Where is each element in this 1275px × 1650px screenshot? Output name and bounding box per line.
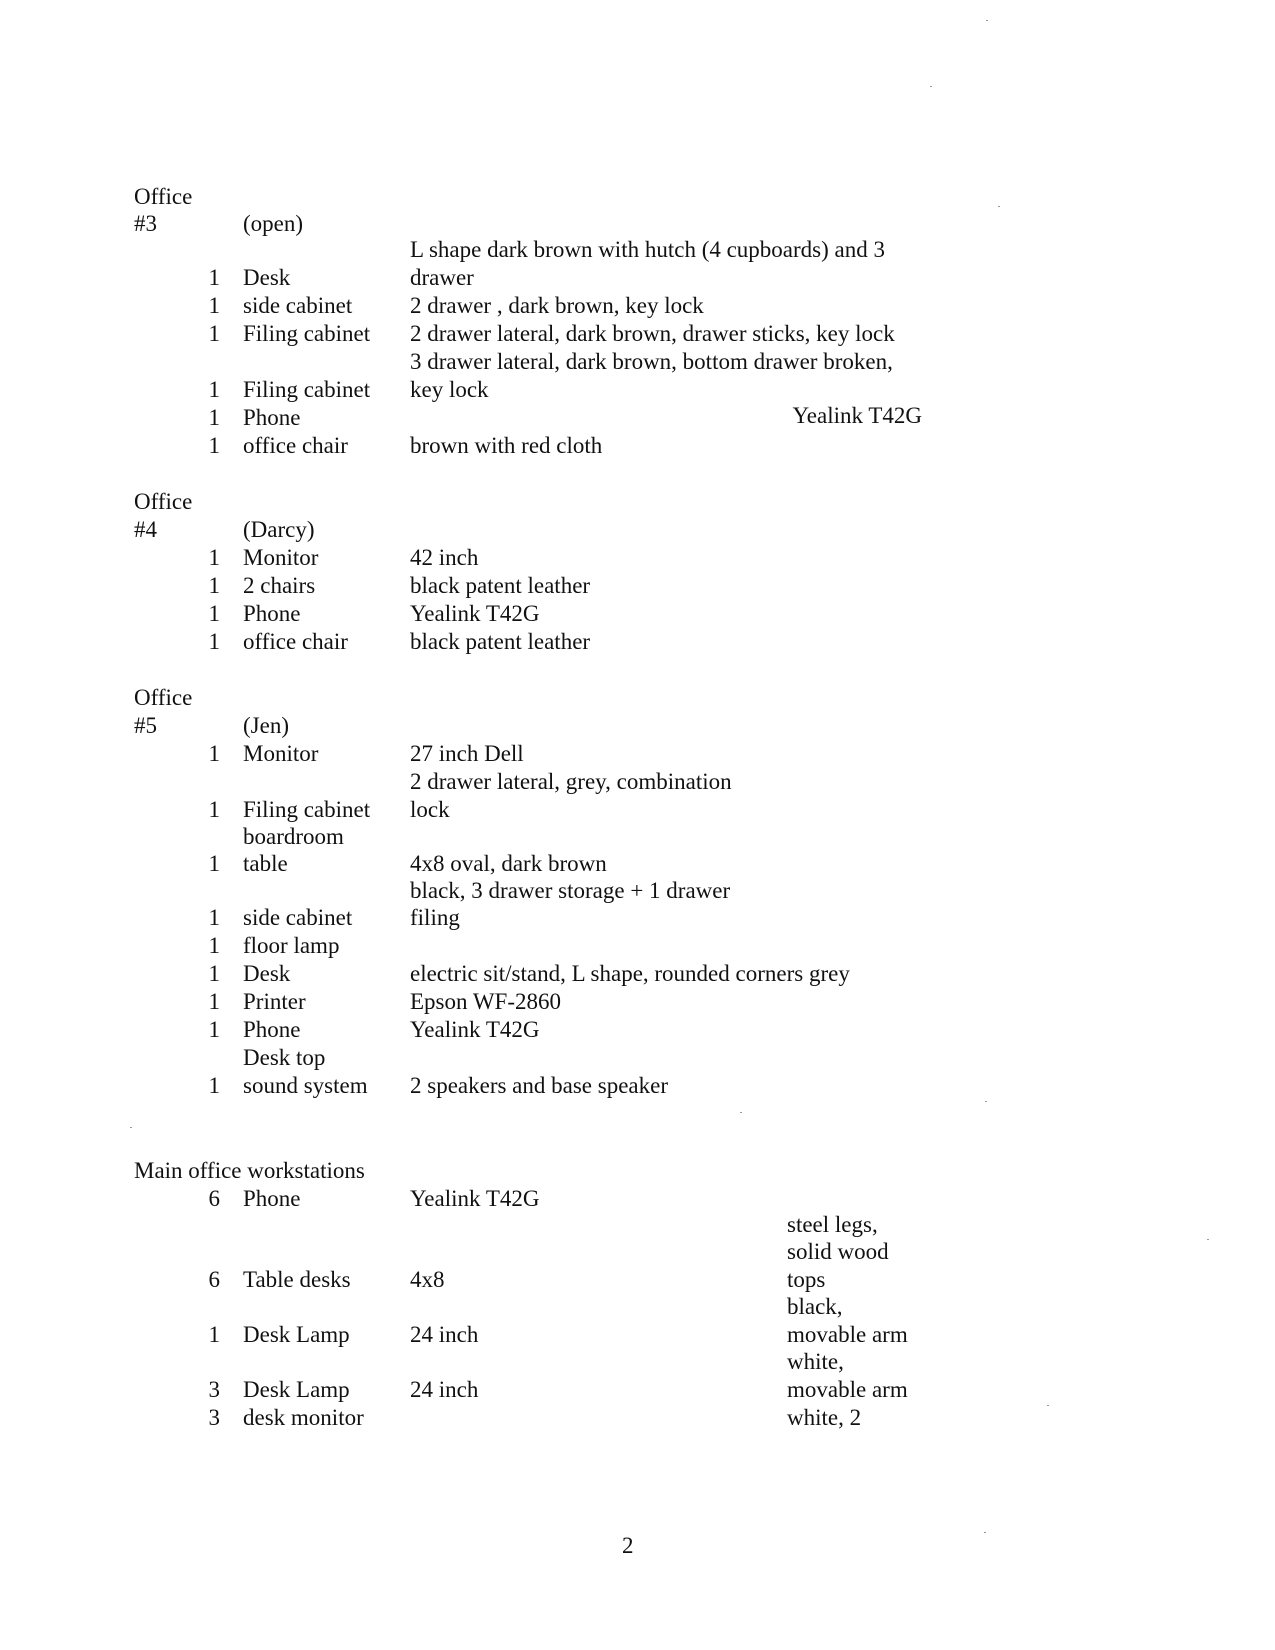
office5-boardroom-table-item-line1: boardroom bbox=[243, 824, 344, 849]
scan-speck bbox=[1047, 1405, 1049, 1406]
office5-filing-cabinet-desc-line1: 2 drawer lateral, grey, combination bbox=[410, 769, 732, 794]
office3-filing-cabinet-1-qty: 1 bbox=[208, 321, 220, 346]
office5-monitor-item: Monitor bbox=[243, 741, 319, 766]
office3-filing-cabinet-2-desc-line1: 3 drawer lateral, dark brown, bottom drawer broken, bbox=[410, 349, 893, 374]
office5-boardroom-table-item-line2: table bbox=[243, 851, 288, 876]
office4-office-chair-desc: black patent leather bbox=[410, 629, 591, 654]
office5-side-cabinet-desc-line1: black, 3 drawer storage + 1 drawer bbox=[410, 878, 731, 903]
office3-desk-qty: 1 bbox=[208, 265, 220, 290]
scan-speck bbox=[998, 206, 1000, 207]
office5-sound-system-desc: 2 speakers and base speaker bbox=[410, 1073, 668, 1098]
page-number: 2 bbox=[622, 1533, 634, 1558]
office4-heading-line2: #4 bbox=[134, 517, 157, 542]
office4-phone-desc: Yealink T42G bbox=[410, 601, 540, 626]
office5-boardroom-table-desc: 4x8 oval, dark brown bbox=[410, 851, 607, 876]
office5-phone-item: Phone bbox=[243, 1017, 301, 1042]
office5-sound-system-item-line2: sound system bbox=[243, 1073, 368, 1098]
office3-desk-desc-line1: L shape dark brown with hutch (4 cupboards) and 3 bbox=[410, 237, 885, 262]
office4-monitor-qty: 1 bbox=[208, 545, 220, 570]
office5-monitor-desc: 27 inch Dell bbox=[410, 741, 524, 766]
office5-filing-cabinet-item: Filing cabinet bbox=[243, 797, 371, 822]
office5-side-cabinet-desc-line2: filing bbox=[410, 905, 460, 930]
office5-monitor-qty: 1 bbox=[208, 741, 220, 766]
main-phone-qty: 6 bbox=[208, 1186, 220, 1211]
office3-desk-desc-line2: drawer bbox=[410, 265, 474, 290]
main-desk-lamp-white-note-line2: movable arm bbox=[787, 1377, 908, 1402]
office3-occupant: (open) bbox=[243, 211, 304, 236]
office5-printer-desc: Epson WF-2860 bbox=[410, 989, 561, 1014]
office3-heading-line1: Office bbox=[134, 184, 193, 209]
office3-filing-cabinet-2-desc-line2: key lock bbox=[410, 377, 489, 402]
office4-occupant: (Darcy) bbox=[243, 517, 315, 542]
main-phone-item: Phone bbox=[243, 1186, 301, 1211]
scan-speck bbox=[1207, 1239, 1209, 1240]
office3-filing-cabinet-1-item: Filing cabinet bbox=[243, 321, 371, 346]
main-desk-lamp-black-desc: 24 inch bbox=[410, 1322, 479, 1347]
main-desk-lamp-white-item: Desk Lamp bbox=[243, 1377, 350, 1402]
office5-desk-desc: electric sit/stand, L shape, rounded corners grey bbox=[410, 961, 850, 986]
office4-phone-qty: 1 bbox=[208, 601, 220, 626]
main-phone-desc: Yealink T42G bbox=[410, 1186, 540, 1211]
office5-filing-cabinet-desc-line2: lock bbox=[410, 797, 450, 822]
office3-phone-desc: Yealink T42G bbox=[792, 403, 922, 428]
office5-printer-qty: 1 bbox=[208, 989, 220, 1014]
scan-speck bbox=[986, 20, 988, 21]
office3-office-chair-qty: 1 bbox=[208, 433, 220, 458]
main-desk-lamp-white-desc: 24 inch bbox=[410, 1377, 479, 1402]
main-table-desks-note-line2: solid wood bbox=[787, 1239, 889, 1264]
office5-side-cabinet-item: side cabinet bbox=[243, 905, 353, 930]
office4-chairs-qty: 1 bbox=[208, 573, 220, 598]
office5-floor-lamp-qty: 1 bbox=[208, 933, 220, 958]
office5-occupant: (Jen) bbox=[243, 713, 289, 738]
office3-office-chair-item: office chair bbox=[243, 433, 348, 458]
office4-phone-item: Phone bbox=[243, 601, 301, 626]
office5-desk-qty: 1 bbox=[208, 961, 220, 986]
main-desk-lamp-black-note-line1: black, bbox=[787, 1294, 843, 1319]
main-table-desks-note-line3: tops bbox=[787, 1267, 826, 1292]
office3-side-cabinet-desc: 2 drawer , dark brown, key lock bbox=[410, 293, 704, 318]
office5-printer-item: Printer bbox=[243, 989, 306, 1014]
scan-speck bbox=[130, 1127, 132, 1128]
main-table-desks-item: Table desks bbox=[243, 1267, 351, 1292]
office5-sound-system-item-line1: Desk top bbox=[243, 1045, 326, 1070]
office3-heading-line2: #3 bbox=[134, 211, 157, 236]
office5-boardroom-table-qty: 1 bbox=[208, 851, 220, 876]
office5-heading-line2: #5 bbox=[134, 713, 157, 738]
main-table-desks-desc: 4x8 bbox=[410, 1267, 445, 1292]
scan-speck bbox=[930, 86, 932, 87]
main-desk-monitor-item: desk monitor bbox=[243, 1405, 364, 1430]
main-desk-lamp-white-qty: 3 bbox=[208, 1377, 220, 1402]
main-desk-monitor-qty: 3 bbox=[208, 1405, 220, 1430]
main-desk-lamp-black-item: Desk Lamp bbox=[243, 1322, 350, 1347]
office3-filing-cabinet-2-qty: 1 bbox=[208, 377, 220, 402]
office3-desk-item: Desk bbox=[243, 265, 291, 290]
main-desk-monitor-note: white, 2 bbox=[787, 1405, 862, 1430]
office5-filing-cabinet-qty: 1 bbox=[208, 797, 220, 822]
main-desk-lamp-white-note-line1: white, bbox=[787, 1349, 844, 1374]
office4-heading-line1: Office bbox=[134, 489, 193, 514]
office5-phone-desc: Yealink T42G bbox=[410, 1017, 540, 1042]
office3-filing-cabinet-2-item: Filing cabinet bbox=[243, 377, 371, 402]
office3-filing-cabinet-1-desc: 2 drawer lateral, dark brown, drawer sticks, key lock bbox=[410, 321, 895, 346]
main-desk-lamp-black-note-line2: movable arm bbox=[787, 1322, 908, 1347]
office5-sound-system-qty: 1 bbox=[208, 1073, 220, 1098]
main-office-heading: Main office workstations bbox=[134, 1158, 365, 1183]
office4-office-chair-qty: 1 bbox=[208, 629, 220, 654]
office3-office-chair-desc: brown with red cloth bbox=[410, 433, 603, 458]
office5-floor-lamp-item: floor lamp bbox=[243, 933, 340, 958]
scan-speck bbox=[985, 1101, 987, 1102]
main-table-desks-qty: 6 bbox=[208, 1267, 220, 1292]
office5-heading-line1: Office bbox=[134, 685, 193, 710]
office4-chairs-desc: black patent leather bbox=[410, 573, 591, 598]
scan-speck bbox=[984, 1532, 986, 1533]
office4-chairs-item: 2 chairs bbox=[243, 573, 316, 598]
office5-desk-item: Desk bbox=[243, 961, 291, 986]
main-table-desks-note-line1: steel legs, bbox=[787, 1212, 878, 1237]
office4-monitor-item: Monitor bbox=[243, 545, 319, 570]
office3-phone-item: Phone bbox=[243, 405, 301, 430]
office5-phone-qty: 1 bbox=[208, 1017, 220, 1042]
office3-phone-qty: 1 bbox=[208, 405, 220, 430]
office5-side-cabinet-qty: 1 bbox=[208, 905, 220, 930]
main-desk-lamp-black-qty: 1 bbox=[208, 1322, 220, 1347]
scan-speck bbox=[740, 1112, 742, 1113]
office3-side-cabinet-item: side cabinet bbox=[243, 293, 353, 318]
office4-office-chair-item: office chair bbox=[243, 629, 348, 654]
office4-monitor-desc: 42 inch bbox=[410, 545, 479, 570]
office3-side-cabinet-qty: 1 bbox=[208, 293, 220, 318]
